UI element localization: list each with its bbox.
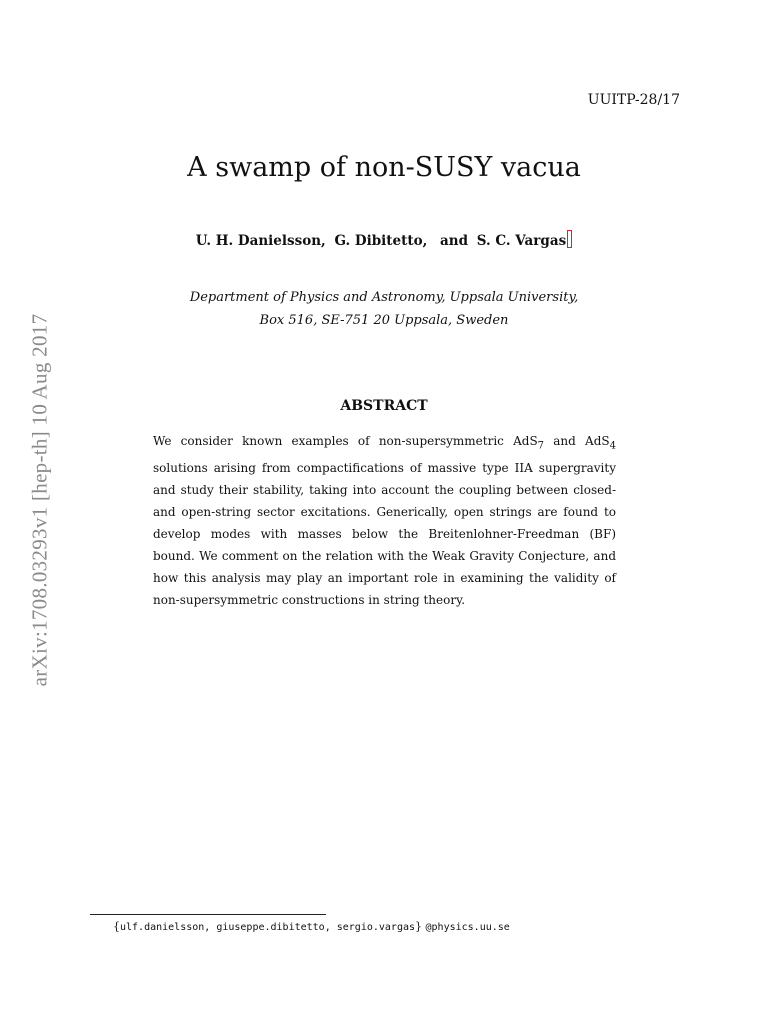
footnote-link-box[interactable] (567, 230, 572, 248)
author-danielsson: U. H. Danielsson, (195, 233, 326, 249)
footnote-open-brace: { (113, 920, 120, 933)
abstract-text-part-3: solutions arising from compactifications of massive type IIA supergravity and study their stability, taking into account the coupling between closed- and open-string sector excitations. Generically, open strings are found to develop modes with masses below the Breitenlohner-Freedman (BF) bound. We comment on the relation with the Weak Gravity Conjecture, and how this analysis may play an important role in examining the validity of non-supersymmetric constructions in string theory. (153, 461, 616, 608)
affiliation-line-2: Box 516, SE-751 20 Uppsala, Sweden (259, 313, 509, 328)
author-dibitetto: G. Dibitetto, (334, 233, 428, 249)
footnote-emails (113, 920, 510, 933)
footnote-close-brace: } (415, 920, 423, 933)
affiliation-line-1: Department of Physics and Astronomy, Uppsala University, (189, 290, 579, 305)
paper-title: A swamp of non-SUSY vacua (187, 152, 581, 183)
author-vargas: S. C. Vargas (476, 233, 567, 249)
footnote-email-names: ulf.danielsson, giuseppe.dibitetto, sergio.vargas (120, 922, 416, 933)
abstract-body (153, 430, 616, 611)
abstract-heading: ABSTRACT (340, 398, 428, 414)
arxiv-identifier-stamp: arXiv:1708.03293v1 [hep-th] 10 Aug 2017 (27, 313, 52, 687)
ads7-subscript: 7 (537, 440, 545, 452)
footnote-rule (90, 914, 326, 915)
abstract-text-part-1: We consider known examples of non-supersymmetric AdS (153, 434, 538, 448)
abstract-text-part-2: and AdS (544, 434, 610, 448)
affiliation (0, 286, 768, 332)
author-conjunction: and (440, 233, 469, 249)
author-list (0, 230, 768, 249)
footnote-email-domain: @physics.uu.se (425, 922, 510, 933)
ads4-subscript: 4 (609, 440, 616, 452)
report-number: UUITP-28/17 (587, 92, 680, 108)
